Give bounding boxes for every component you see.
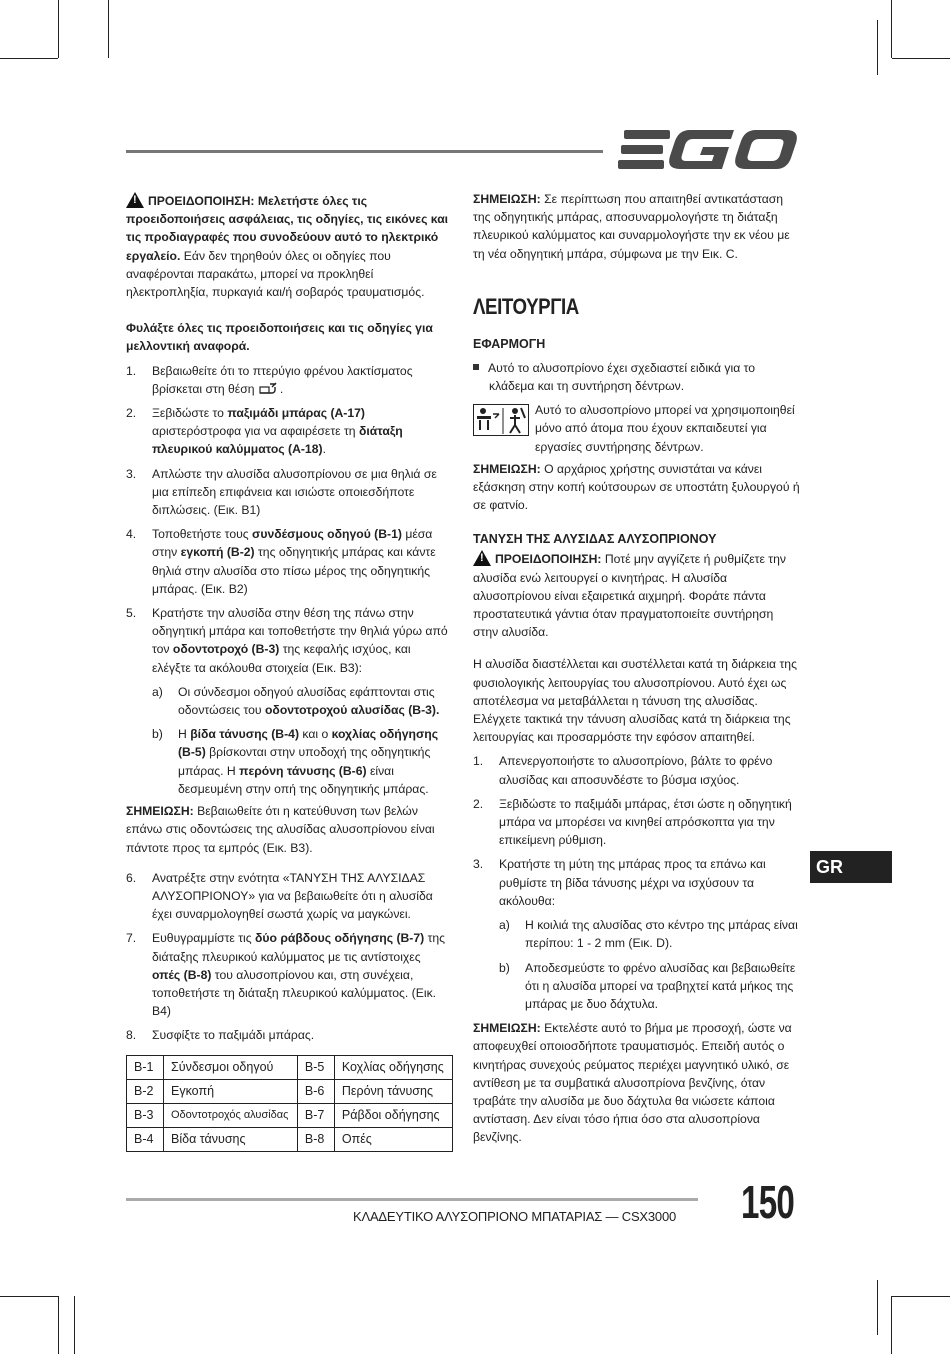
parts-table xyxy=(126,1055,453,1152)
trained-operator-icon xyxy=(473,404,529,436)
save-instructions-note: Φυλάξτε όλες τις προειδοποιήσεις και τις οδηγίες για μελλοντική αναφορά. xyxy=(126,321,433,354)
table-cell: Οπές xyxy=(334,1127,452,1151)
sub-list xyxy=(152,683,452,798)
header-rule xyxy=(126,150,603,153)
table-cell: B-4 xyxy=(127,1127,164,1151)
table-cell: B-3 xyxy=(127,1103,164,1127)
tension-steps xyxy=(473,752,800,1013)
footer-rule xyxy=(126,1198,698,1201)
crop-mark xyxy=(877,20,878,75)
guide-bar-replacement-note: ΣΗΜΕΙΩΣΗ: Σε περίπτωση που απαιτηθεί αντικατάσταση της οδηγητικής μπάρας, αποσυναρμολογήστε τη διάταξη πλευρικού καλύμματος και συναρμολογήστε την εκ νέου με τη νέα οδηγητική μπάρα, σύμφωνα με την Εικ. C. xyxy=(473,192,790,261)
crop-mark xyxy=(891,1296,892,1354)
crop-mark xyxy=(0,58,58,59)
application-heading: ΕΦΑΡΜΟΓΗ xyxy=(473,336,546,351)
table-cell: Εγκοπή xyxy=(164,1079,298,1103)
beginner-note: ΣΗΜΕΙΩΣΗ: Ο αρχάριος χρήστης συνιστάται να κάνει εξάσκηση στην κοπή κούτσουρων σε υποστάτη ξυλουργού ή σε φατνίο. xyxy=(473,461,800,513)
list-item: a) Οι σύνδεσμοι οδηγού αλυσίδας εφάπτονται στις οδοντώσεις του οδοντοτροχού αλυσίδας (B-3). xyxy=(152,684,440,718)
table-cell: B-1 xyxy=(127,1055,164,1079)
crop-mark xyxy=(891,0,892,58)
list-item: 5. Κρατήστε την αλυσίδα στην θέση της πάνω στην οδηγητική μπάρα και τοποθετήστε την θηλιά γύρω από τον οδοντοτροχό (B-3) της κεφαλής ισχύος, και ελέγξτε τα ακόλουθα στοιχεία (Εικ. B3): a) Οι σύνδεσμοι οδηγού αλυσίδας εφάπτονται στις οδοντώσεις του οδοντοτροχού αλυσίδας (B-3). b) Η βίδα τάνυσης (B-4) και ο κοχλίας οδήγησης (B-5) βρίσκονται στην υποδοχή της οδηγητικής μπάρας. Η περόνη τάνυσης (B-6) είναι δεσμευμένη στην οπή της οδηγητικής μπάρας. xyxy=(126,604,452,798)
chain-tension-heading: ΤΑΝΥΣΗ ΤΗΣ ΑΛΥΣΙΔΑΣ ΑΛΥΣΟΠΡΙΟΝΟΥ xyxy=(473,532,717,547)
warning-icon xyxy=(126,192,144,208)
list-item: 1. Βεβαιωθείτε ότι το πτερύγιο φρένου λακτίσματος βρίσκεται στη θέση . xyxy=(126,363,413,396)
table-row xyxy=(127,1127,453,1151)
page-number: 150 xyxy=(741,1176,795,1228)
footer-title: ΚΛΑΔΕΥΤΙΚΟ ΑΛΥΣΟΠΡΙΟΝΟ ΜΠΑΤΑΡΙΑΣ — CSX3000 xyxy=(353,1209,677,1224)
table-cell: B-5 xyxy=(297,1055,334,1079)
list-item: a) Η κοιλιά της αλυσίδας στο κέντρο της μπάρας είναι περίπου: 1 - 2 mm (Εικ. D). xyxy=(499,918,798,951)
list-item: 1. Απενεργοποιήστε το αλυσοπρίονο, βάλτε το φρένο αλυσίδας και αποσυνδέστε το βύσμα ισχύος. xyxy=(473,754,773,787)
bullet-icon xyxy=(473,364,479,370)
crop-mark xyxy=(58,1296,59,1354)
crop-mark xyxy=(892,1296,950,1297)
chain-tension-warning: !ΠΡΟΕΙΔΟΠΟΙΗΣΗ: Ποτέ μην αγγίζετε ή ρυθμίζετε την αλυσίδα ενώ λειτουργεί ο κινητήρας. Η αλυσίδα αλυσοπρίονου είναι εξαιρετικά αιχμηρή. Φοράτε πάντα προστατευτικά γάντια όταν πραγματοποιείτε συντήρηση στην αλυσίδα. xyxy=(473,550,800,641)
magnetic-resistance-note: ΣΗΜΕΙΩΣΗ: Εκτελέστε αυτό το βήμα με προσοχή, ώστε να αποφευχθεί οποιοσδήποτε τραυματισμός. Επειδή αυτός ο κινητήρας συνεχούς ρεύματος περιέχει μαγνητικό υλικό, σε αντίθεση με τα συμβατικά αλυσοπρίονα βενζίνης, όταν τραβάτε την αλυσίδα με δυο δάχτυλα θα νιώσετε κάποια αντίσταση. Δεν είναι τόσο ήπια όσο στα αλυσοπρίονα βενζίνης. xyxy=(473,1021,792,1145)
section-title: ΛΕΙΤΟΥΡΓΙΑ xyxy=(473,293,579,319)
right-column xyxy=(473,190,800,1147)
table-cell: Περόνη τάνυσης xyxy=(334,1079,452,1103)
warning-icon xyxy=(473,550,491,566)
list-item: 8. Συσφίξτε το παξιμάδι μπάρας. xyxy=(126,1028,315,1043)
crop-mark xyxy=(877,1280,878,1335)
table-cell: B-8 xyxy=(297,1127,334,1151)
crop-mark xyxy=(0,1296,58,1297)
arrow-direction-note: ΣΗΜΕΙΩΣΗ: Βεβαιωθείτε ότι η κατεύθυνση των βελών επάνω στις οδοντώσεις της αλυσίδας αλυσοπρίονου είναι πάντοτε προς τα εμπρός (Εικ. B3). xyxy=(126,804,435,855)
application-bullet: Αυτό το αλυσοπρίονο έχει σχεδιαστεί ειδικά για το κλάδεμα και τη συντήρηση δέντρων. xyxy=(473,359,800,395)
chain-tension-paragraph: Η αλυσίδα διαστέλλεται και συστέλλεται κατά τη διάρκεια της φυσιολογικής λειτουργίας του αλυσοπρίονου. Αυτό έχει ως αποτέλεσμα να μεταβάλλεται η τάνυση της αλυσίδας. Ελέγχετε τακτικά την τάνυση αλυσίδας κατά τη διάρκεια της λειτουργίας και προσαρμόστε την εφόσον απαιτηθεί. xyxy=(473,657,797,745)
table-cell: B-2 xyxy=(127,1079,164,1103)
table-cell: Οδοντοτροχός αλυσίδας xyxy=(164,1103,298,1127)
list-item: b) Η βίδα τάνυσης (B-4) και ο κοχλίας οδήγησης (B-5) βρίσκονται στην υποδοχή της οδηγητικής μπάρας. Η περόνη τάνυσης (B-6) είναι δεσμευμένη στην οπή της οδηγητικής μπάρας. xyxy=(152,727,439,796)
sub-list xyxy=(499,916,800,1013)
list-item: 3. Απλώστε την αλυσίδα αλυσοπρίονου σε μια θηλιά σε μια επίπεδη επιφάνεια και ισιώστε οποιεσδήποτε διπλώσεις. (Εικ. B1) xyxy=(126,466,437,518)
table-cell: Ράβδοι οδήγησης xyxy=(334,1103,452,1127)
crop-mark xyxy=(58,0,59,58)
list-item: 6. Ανατρέξτε στην ενότητα «ΤΑΝΥΣΗ ΤΗΣ ΑΛΥΣΙΔΑΣ ΑΛΥΣΟΠΡΙΟΝΟΥ» για να βεβαιωθείτε ότι η αλυσίδα έχει συναρμολογηθεί σωστά χωρίς να μαγκώνει. xyxy=(126,870,433,922)
table-cell: Βίδα τάνυσης xyxy=(164,1127,298,1151)
crop-mark xyxy=(892,58,950,59)
table-cell: Κοχλίας οδήγησης xyxy=(334,1055,452,1079)
table-cell: B-6 xyxy=(297,1079,334,1103)
list-item: 7. Ευθυγραμμίστε τις δύο ράβδους οδήγησης (B-7) της διάταξης πλευρικού καλύμματος με τις αντίστοιχες οπές (B-8) του αλυσοπρίονου και, στη συνέχεια, τοποθετήστε τη διάταξη πλευρικού καλύμματος. (Εικ. B4) xyxy=(126,931,446,1019)
language-tab: GR xyxy=(810,851,892,883)
table-row xyxy=(127,1103,453,1127)
list-item: 3. Κρατήστε τη μύτη της μπάρας προς τα επάνω και ρυθμίστε τη βίδα τάνυσης μέχρι να ισχύσουν τα ακόλουθα: a) Η κοιλιά της αλυσίδας στο κέντρο της μπάρας είναι περίπου: 1 - 2 mm (Εικ. D). b) Αποδεσμεύστε το φρένο αλυσίδας και βεβαιωθείτε ότι η αλυσίδα μπορεί να τραβηχτεί κατά μήκος της μπάρας με δυο δάχτυλα. xyxy=(473,855,800,1013)
crop-mark xyxy=(74,1296,75,1354)
list-item: b) Αποδεσμεύστε το φρένο αλυσίδας και βεβαιωθείτε ότι η αλυσίδα μπορεί να τραβηχτεί κατά μήκος της μπάρας με δυο δάχτυλα. xyxy=(499,960,796,1011)
safety-warning: !ΠΡΟΕΙΔΟΠΟΙΗΣΗ: Μελετήστε όλες τις προειδοποιήσεις ασφάλειας, τις οδηγίες, τις εικόνες και τις προδιαγραφές που συνοδεύουν αυτό το ηλεκτρικό εργαλείο. Εάν δεν τηρηθούν όλες οι οδηγίες που αναφέρονται παρακάτω, μπορεί να προκληθεί ηλεκτροπληξία, πυρκαγιά και/ή σοβαρός τραυματισμός. xyxy=(126,192,452,301)
kickback-brake-position-icon xyxy=(258,381,280,395)
assembly-steps xyxy=(126,362,452,798)
left-column xyxy=(126,192,452,1152)
list-item: 2. Ξεβιδώστε το παξιμάδι μπάρας (A-17) αριστερόστροφα για να αφαιρέσετε τη διάταξη πλευρικού καλύμματος (A-18). xyxy=(126,406,403,457)
list-item: 4. Τοποθετήστε τους συνδέσμους οδηγού (B-1) μέσα στην εγκοπή (B-2) της οδηγητικής μπάρας και κάντε θηλιά στην αλυσίδα στο πίσω μέρος της οδηγητικής μπάρας. (Εικ. B2) xyxy=(126,527,436,596)
ego-logo xyxy=(618,128,800,172)
list-item: 2. Ξεβιδώστε το παξιμάδι μπάρας, έτσι ώστε η οδηγητική μπάρα να μπορέσει να κινηθεί απρόσκοπτα για την επικείμενη ρύθμιση. xyxy=(473,796,792,848)
assembly-steps-continued xyxy=(126,869,452,1045)
table-cell: Σύνδεσμοι οδηγού xyxy=(164,1055,298,1079)
trained-users-notice: Αυτό το αλυσοπρίονο μπορεί να χρησιμοποιηθεί μόνο από άτομα που έχουν εκπαιδευτεί για εργασίες συντήρησης δέντρων. xyxy=(473,401,800,456)
crop-mark xyxy=(108,0,109,58)
table-cell: B-7 xyxy=(297,1103,334,1127)
table-row xyxy=(127,1079,453,1103)
table-row xyxy=(127,1055,453,1079)
